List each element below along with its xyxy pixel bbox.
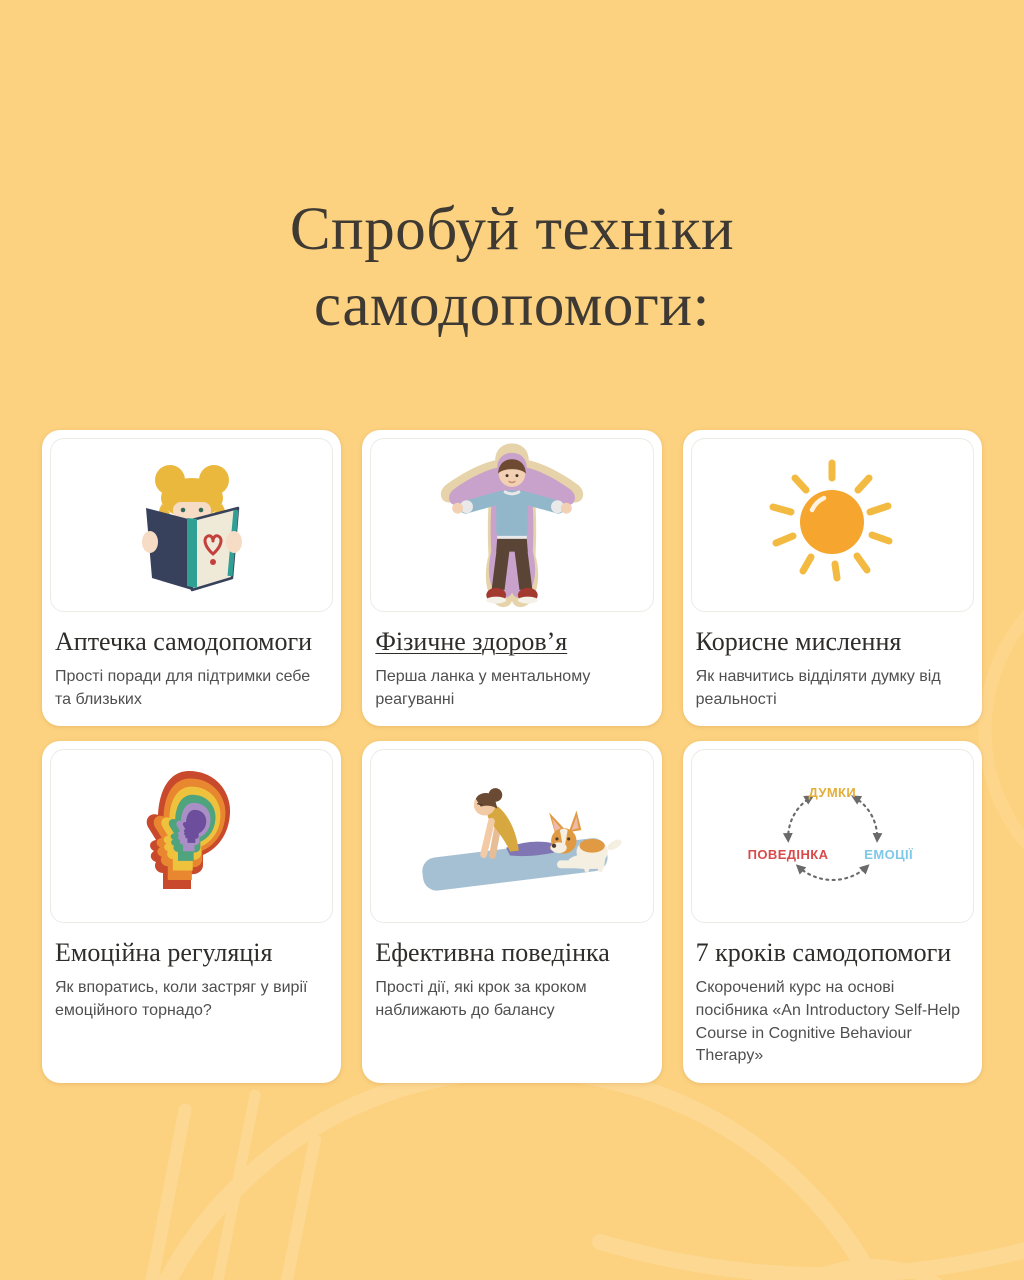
person-lying-arms-spread-illustration (437, 441, 587, 609)
diagram-node-behaviour: ПОВЕДІНКА (747, 847, 829, 863)
rainbow-head-profile-illustration (117, 761, 267, 911)
cbt-cycle-arrows (692, 750, 973, 922)
girl-reading-book-illustration (117, 450, 267, 600)
card-illustration-frame (50, 438, 333, 612)
cbt-cycle-diagram (691, 749, 974, 923)
card-illustration-frame (370, 749, 653, 923)
card-title-link[interactable]: Фізичне здоров’я (375, 627, 568, 656)
card-seven-steps[interactable] (683, 741, 982, 1083)
hand-drawn-sun-illustration (757, 450, 907, 600)
card-emotional-regulation[interactable] (42, 741, 341, 1083)
diagram-node-thoughts: ДУМКИ (808, 785, 857, 801)
card-description: Як впоратись, коли застряг у вирії емоційного торнадо? (55, 979, 308, 1019)
diagram-node-emotions: ЕМОЦІЇ (864, 847, 913, 863)
card-description: Прості дії, які крок за кроком наближають до балансу (375, 979, 587, 1019)
card-illustration-frame (691, 438, 974, 612)
card-title: Аптечка самодопомоги (55, 627, 313, 656)
card-effective-behaviour[interactable] (362, 741, 661, 1083)
card-title: Корисне мислення (695, 627, 902, 656)
card-physical-health[interactable] (362, 430, 661, 726)
cards-grid (42, 430, 982, 1083)
yoga-woman-with-corgi-illustration (372, 750, 652, 922)
card-description: Перша ланка у ментальному реагуванні (375, 667, 591, 708)
card-illustration-frame (370, 438, 653, 612)
page-title: Спробуй техніки самодопомоги: (289, 196, 735, 340)
card-useful-thinking[interactable] (683, 430, 982, 726)
card-title: 7 кроків самодопомоги (695, 938, 952, 968)
card-self-help-kit[interactable] (42, 430, 341, 726)
card-title: Емоційна регуляція (55, 938, 273, 968)
card-description: Прості поради для підтримки себе та близьких (55, 667, 311, 708)
card-title: Ефективна поведінка (375, 938, 610, 968)
card-description: Як навчитись відділяти думку від реальності (695, 667, 941, 708)
card-illustration-frame (50, 749, 333, 923)
card-description: Скорочений курс на основі посібника «An Introductory Self-Help Course in Cognitive Behaviour Therapy» (695, 979, 961, 1065)
